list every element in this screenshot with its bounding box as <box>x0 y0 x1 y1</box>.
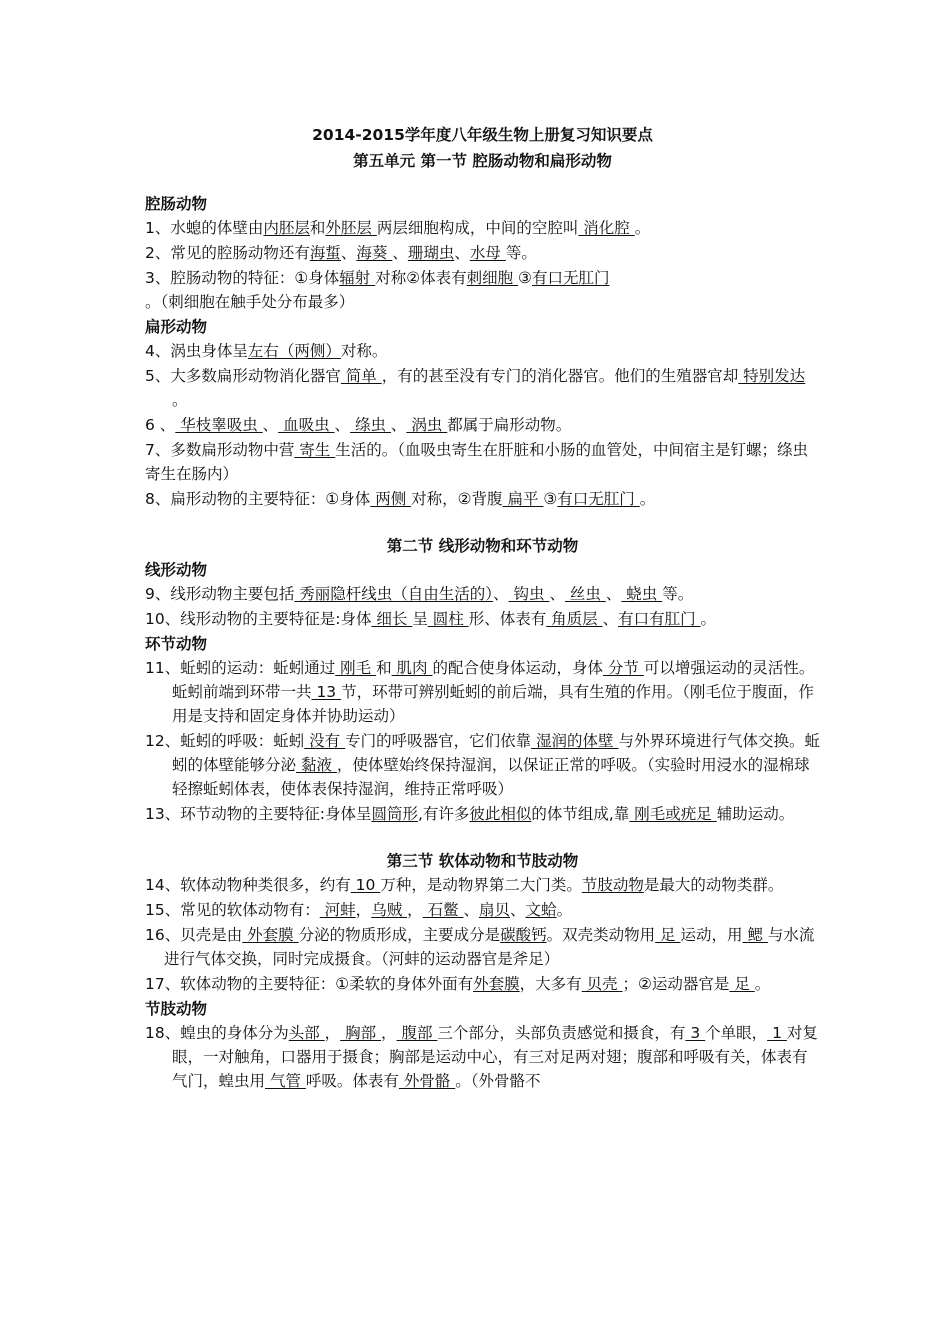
item-18: 18、蝗虫的身体分为头部 ， 胸部 ， 腹部 三个部分，头部负责感觉和摄食，有 3 个单眼， 1 对复眼，一对触角，口器用于摄食；胸部是运动中心，有三对足两对翅；腹部和呼吸有关，体表有气门，蝗虫用 气管 呼吸。体表有 外骨骼 。（外骨骼不 <box>145 1024 818 1090</box>
heading-coelenterates: 腔肠动物 <box>145 195 208 213</box>
heading-flatworms: 扁形动物 <box>145 318 208 336</box>
item-8: 8、扁形动物的主要特征：①身体 两侧 对称，②背腹 扁平 ③有口无肛门 。 <box>145 490 656 508</box>
item-16: 16、贝壳是由 外套膜 分泌的物质形成，主要成分是碳酸钙。双壳类动物用 足 运动，用 鳃 与水流进行气体交换，同时完成摄食。（河蚌的运动器官是斧足） <box>145 926 815 968</box>
item-17: 17、软体动物的主要特征：①柔软的身体外面有外套膜，大多有 贝壳 ；②运动器官是 足 。 <box>145 975 771 993</box>
item-5: 5、大多数扁形动物消化器官 简单 ，有的甚至没有专门的消化器官。他们的生殖器官却 特别发达 。 <box>145 367 806 409</box>
item-12: 12、蚯蚓的呼吸：蚯蚓 没有 专门的呼吸器官，它们依靠 湿润的体壁 与外界环境进行气体交换。蚯蚓的体壁能够分泌 黏液 ，使体壁始终保持湿润，以保证正常的呼吸。（实验时用浸水的湿棉球轻擦蚯蚓体表，使体表保持湿润，维持正常呼吸） <box>145 732 820 798</box>
item-4: 4、涡虫身体呈左右（两侧）对称。 <box>145 342 388 360</box>
item-10: 10、线形动物的主要特征是:身体 细长 呈 圆柱 形、体表有 角质层 、有口有肛门 。 <box>145 610 717 628</box>
item-14: 14、软体动物种类很多，约有 10 万种，是动物界第二大门类。节肢动物是最大的动物类群。 <box>145 876 784 894</box>
item-9: 9、线形动物主要包括 秀丽隐杆线虫（自由生活的）、 钩虫 、 丝虫 、 蛲虫 等。 <box>145 585 694 603</box>
item-3: 3、腔肠动物的特征：①身体辐射 对称②体表有刺细胞 ③有口无肛门 。（刺细胞在触手处分布最多） <box>145 269 610 311</box>
document-body <box>145 122 820 1094</box>
unit-title: 第五单元 第一节 腔肠动物和扁形动物 <box>353 152 612 170</box>
section-2-title: 第二节 线形动物和环节动物 <box>386 537 579 555</box>
item-1: 1、水螅的体壁由内胚层和外胚层 两层细胞构成，中间的空腔叫 消化腔 。 <box>145 219 651 237</box>
item-15: 15、常见的软体动物有： 河蚌，乌贼 ， 石鳖 、扇贝、文蛤。 <box>145 901 573 919</box>
item-13: 13、环节动物的主要特征:身体呈圆筒形,有许多彼此相似的体节组成,靠 刚毛或疣足 辅助运动。 <box>145 805 795 823</box>
heading-annelids: 环节动物 <box>145 635 208 653</box>
item-6: 6 、 华枝睾吸虫 、 血吸虫 、 绦虫 、 涡虫 都属于扁形动物。 <box>145 416 572 434</box>
document-title: 2014-2015学年度八年级生物上册复习知识要点 <box>312 126 653 144</box>
section-3-title: 第三节 软体动物和节肢动物 <box>386 852 579 870</box>
item-7: 7、多数扁形动物中营 寄生 生活的。（血吸虫寄生在肝脏和小肠的血管处，中间宿主是钉螺；绦虫寄生在肠内） <box>145 441 808 483</box>
heading-arthropods: 节肢动物 <box>145 1000 208 1018</box>
item-11: 11、蚯蚓的运动：蚯蚓通过 刚毛 和 肌肉 的配合使身体运动，身体 分节 可以增强运动的灵活性。蚯蚓前端到环带一共 13 节，环带可辨别蚯蚓的前后端，具有生殖的作用。（刚毛位于腹面，作用是支持和固定身体并协助运动） <box>145 659 815 725</box>
item-2: 2、常见的腔肠动物还有海蜇、海葵 、珊瑚虫、水母 等。 <box>145 244 537 262</box>
heading-roundworms: 线形动物 <box>145 561 208 579</box>
